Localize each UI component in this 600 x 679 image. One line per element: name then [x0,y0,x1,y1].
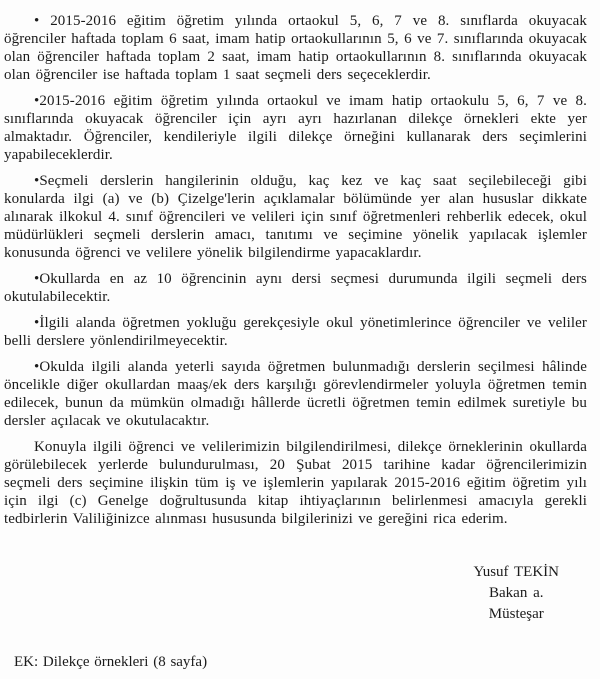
signatory-name: Yusuf TEKİN [473,564,559,580]
signatory-role: Müsteşar [488,606,544,622]
attachment-note: EK: Dilekçe örnekleri (8 sayfa) [14,654,208,670]
signature-block [474,562,559,625]
body-paragraph-teacher-supply: •Okulda ilgili alanda yeterli sayıda öğretmen bulunmadığı derslerin seçilmesi hâlinde öncelikle diğer okullardan maaş/ek ders karşılığı görevlendirmeler yoluyla öğretmen temin edilecek, bunun da mümkün olmadığı hâllerde ücretli öğretmen temin edilmek suretiyle bu dersler açılacak ve okutulacaktır. [4,359,587,429]
body-paragraph-weekly-hours: • 2015-2016 eğitim öğretim yılında ortaokul 5, 6, 7 ve 8. sınıflarda okuyacak öğrenciler haftada toplam 6 saat, imam hatip ortaokullarının 5, 6 ve 7. sınıflarında okuyacak olan öğrenciler haftada toplam 2 saat, imam hatip ortaokullarının 8. sınıflarında okuyacak olan öğrenciler ise haftada toplam 1 saat seçmeli ders seçeceklerdir. [4,13,587,83]
body-paragraph-min-students: •Okullarda en az 10 öğrencinin aynı dersi seçmesi durumunda ilgili seçmeli ders okutulabilecektir. [4,271,587,305]
signatory-on-behalf: Bakan a. [489,585,544,601]
body-paragraph-petition-samples: •2015-2016 eğitim öğretim yılında ortaokul ve imam hatip ortaokulu 5, 6, 7 ve 8. sınıflarında okuyacak öğrenciler için ayrı ayrı hazırlanan dilekçe örnekleri ekte yer almaktadır. Öğrenciler, kendileriyle ilgili dilekçe örneğini kullanarak ders seçimlerini yapabileceklerdir. [4,93,587,163]
body-paragraph-closing-request: Konuyla ilgili öğrenci ve velilerimizin bilgilendirilmesi, dilekçe örneklerinin okullarda görülebilecek yerlerde bulundurulması, 20 Şubat 2015 tarihine kadar öğrencilerimizin seçmeli ders seçimine ilişkin tüm iş ve işlemlerin yapılarak 2015-2016 eğitim öğretim yılı için ilgi (c) Genelge doğrultusunda kitap ihtiyaçlarının belirlenmesi amacıyla gerekli tedbirlerin Valiliğinizce alınması hususunda bilgilerinizi ve gereğini rica ederim. [4,439,587,527]
body-paragraph-no-steering: •İlgili alanda öğretmen yokluğu gerekçesiyle okul yönetimlerince öğrenciler ve veliler belli derslere yönlendirilmeyecektir. [4,315,587,349]
body-paragraph-guidance: •Seçmeli derslerin hangilerinin olduğu, kaç kez ve kaç saat seçilebileceği gibi konularda ilgi (a) ve (b) Çizelge'lerin açıklamalar bölümünde yer alan hususlar dikkate alınarak ilkokul 4. sınıf öğrencileri ve velileri için sınıf öğretmenleri rehberlik edecek, okul müdürlükleri seçmeli derslerin amacı, tanıtımı ve seçimine yönelik yapılacak işlemler konusunda öğrenci ve velilere yönelik bilgilendirme yapacaklardır. [4,173,587,261]
